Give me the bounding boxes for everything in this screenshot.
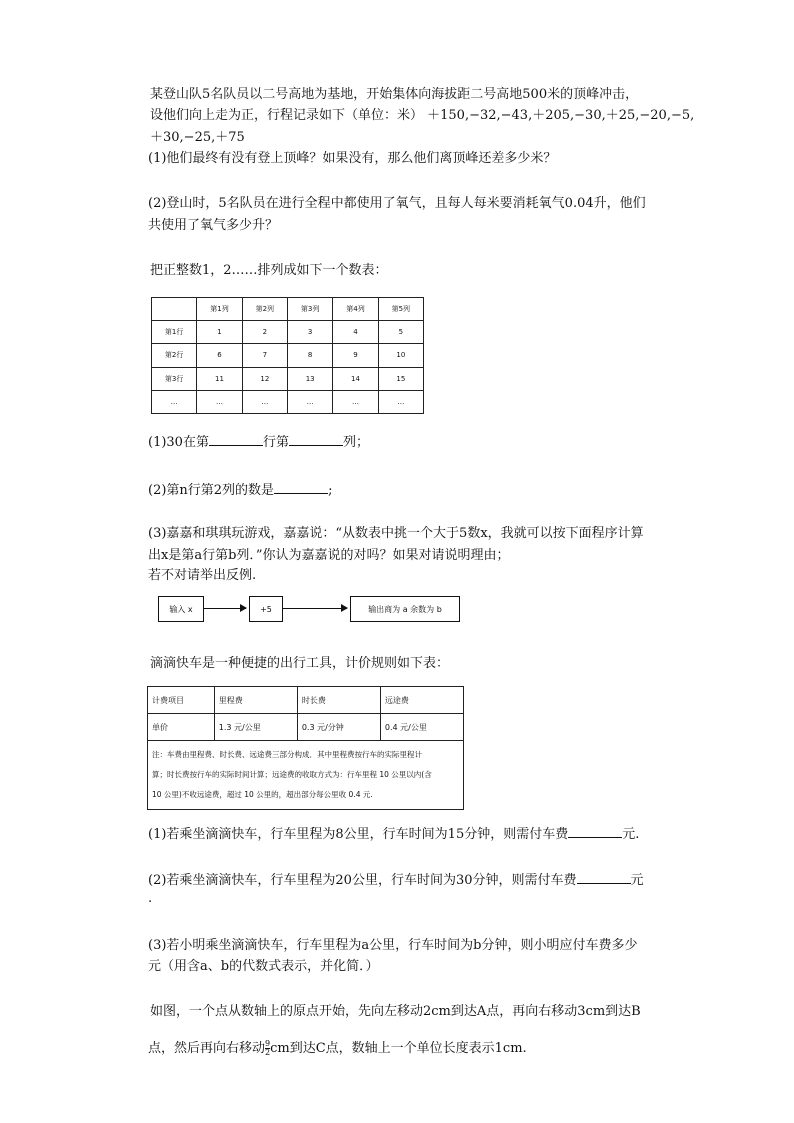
- table-cell: 3: [287, 321, 332, 344]
- q1-line2: 设他们向上走为正，行程记录如下（单位：米） ＋150,−32,−43,＋205,−30,＋25,−20,−5,: [150, 108, 695, 123]
- fare-header: 时长费: [297, 687, 380, 714]
- table-cell: 11: [197, 367, 242, 390]
- q1-line3: ＋30,−25,＋75: [150, 130, 245, 145]
- table-cell: 第3列: [287, 298, 332, 321]
- answer-blank[interactable]: [577, 871, 631, 884]
- table-cell: 9: [333, 344, 378, 367]
- fare-header: 里程费: [214, 687, 297, 714]
- q1-part2: (2)登山时，5名队员在进行全程中都使用了氧气，且每人每米要消耗氧气0.04升，他们: [148, 196, 646, 211]
- flow-input-box: 输入 x: [158, 596, 204, 622]
- table-row: [152, 390, 424, 413]
- table-cell: 13: [287, 367, 332, 390]
- table-cell: 第4列: [333, 298, 378, 321]
- flow-output-box: 输出商为 a 余数为 b: [350, 596, 460, 622]
- q1-line1: 某登山队5名队员以二号高地为基地，开始集体向海拔距二号高地500米的顶峰冲击，: [150, 87, 639, 102]
- answer-blank[interactable]: [289, 433, 343, 446]
- table-cell: 4: [333, 321, 378, 344]
- table-cell: 1: [197, 321, 242, 344]
- fare-note: 注：车费由里程费、时长费、远途费三部分构成．其中里程费按行车的实际里程计 算；时长费按行车的实际时间计算；远途费的收取方式为：行车里程 10 公里以内(含 10 公里)不收远途费，超过 10 公里的，超出部分每公里收 0.4 元.: [148, 741, 464, 810]
- table-cell: 第1行: [152, 321, 197, 344]
- flow-plus5-box: +5: [249, 596, 283, 622]
- q2-intro: 把正整数1，2……排列成如下一个数表：: [150, 263, 388, 278]
- fare-header: 计费项目: [148, 687, 215, 714]
- q4-line1: 如图，一个点从数轴上的原点开始，先向左移动2cm到达A点，再向右移动3cm到达B: [150, 1004, 641, 1019]
- q3-part2: (2)若乘坐滴滴快车，行车里程为20公里，行车时间为30分钟，则需付车费 元: [148, 873, 644, 888]
- q1-part2-cont: 共使用了氧气多少升？: [148, 218, 279, 233]
- table-cell: 第2列: [242, 298, 287, 321]
- table-cell: 14: [333, 367, 378, 390]
- table-cell: 2: [242, 321, 287, 344]
- fare-cell: 单价: [148, 714, 215, 741]
- fare-header: 远途费: [380, 687, 463, 714]
- fare-cell: 0.3 元/分钟: [297, 714, 380, 741]
- table-cell: 7: [242, 344, 287, 367]
- flow-arrow: [283, 608, 347, 609]
- fare-cell: 0.4 元/公里: [380, 714, 463, 741]
- q2-part2: (2)第n行第2列的数是 ;: [148, 483, 333, 498]
- q3-intro: 滴滴快车是一种便捷的出行工具，计价规则如下表：: [150, 656, 450, 671]
- table-cell: 8: [287, 344, 332, 367]
- table-cell: …: [242, 390, 287, 413]
- table-cell: 第5列: [378, 298, 423, 321]
- q3-part3: (3)若小明乘坐滴滴快车，行车里程为a公里，行车时间为b分钟，则小明应付车费多少: [148, 938, 638, 953]
- fraction: $\frac{9}{2}$: [265, 1039, 271, 1057]
- table-cell: 第3行: [152, 367, 197, 390]
- q2-part1: (1)30在第 行第 列；: [148, 435, 369, 450]
- q3-part1: (1)若乘坐滴滴快车，行车里程为8公里，行车时间为15分钟，则需付车费 元.: [148, 827, 640, 842]
- fare-cell: 1.3 元/公里: [214, 714, 297, 741]
- table-cell: …: [333, 390, 378, 413]
- table-row: [152, 321, 424, 344]
- answer-blank[interactable]: [274, 481, 328, 494]
- table-cell: 15: [378, 367, 423, 390]
- q2-part3-cont2: 若不对请举出反例.: [148, 568, 257, 583]
- answer-blank[interactable]: [209, 433, 263, 446]
- q4-line2: 点，然后再向右移动 $\frac{9}{2}$ cm到达C点，数轴上一个单位长度表示1cm.: [148, 1039, 527, 1057]
- number-table: [151, 297, 424, 414]
- table-cell: 5: [378, 321, 423, 344]
- table-row: [152, 367, 424, 390]
- q3-part2-cont: .: [148, 891, 153, 906]
- answer-blank[interactable]: [568, 825, 622, 838]
- table-cell: [152, 298, 197, 321]
- table-row: [152, 298, 424, 321]
- table-cell: 6: [197, 344, 242, 367]
- table-cell: 10: [378, 344, 423, 367]
- flow-arrow: [204, 608, 246, 609]
- q2-part3-cont: 出x是第a行第b列．”你认为嘉嘉说的对吗？如果对请说明理由；: [148, 548, 510, 563]
- q1-part1: (1)他们最终有没有登上顶峰？如果没有，那么他们离顶峰还差多少米？: [148, 151, 557, 166]
- q2-part3: (3)嘉嘉和琪琪玩游戏，嘉嘉说：“从数表中挑一个大于5数x，我就可以按下面程序计算: [148, 526, 644, 541]
- table-cell: …: [152, 390, 197, 413]
- table-cell: …: [197, 390, 242, 413]
- q3-part3-cont: 元（用含a、b的代数式表示，并化简．）: [148, 959, 379, 974]
- table-cell: …: [287, 390, 332, 413]
- fare-table: [147, 686, 464, 810]
- table-cell: 第2行: [152, 344, 197, 367]
- table-cell: …: [378, 390, 423, 413]
- table-row: [152, 344, 424, 367]
- table-cell: 第1列: [197, 298, 242, 321]
- table-cell: 12: [242, 367, 287, 390]
